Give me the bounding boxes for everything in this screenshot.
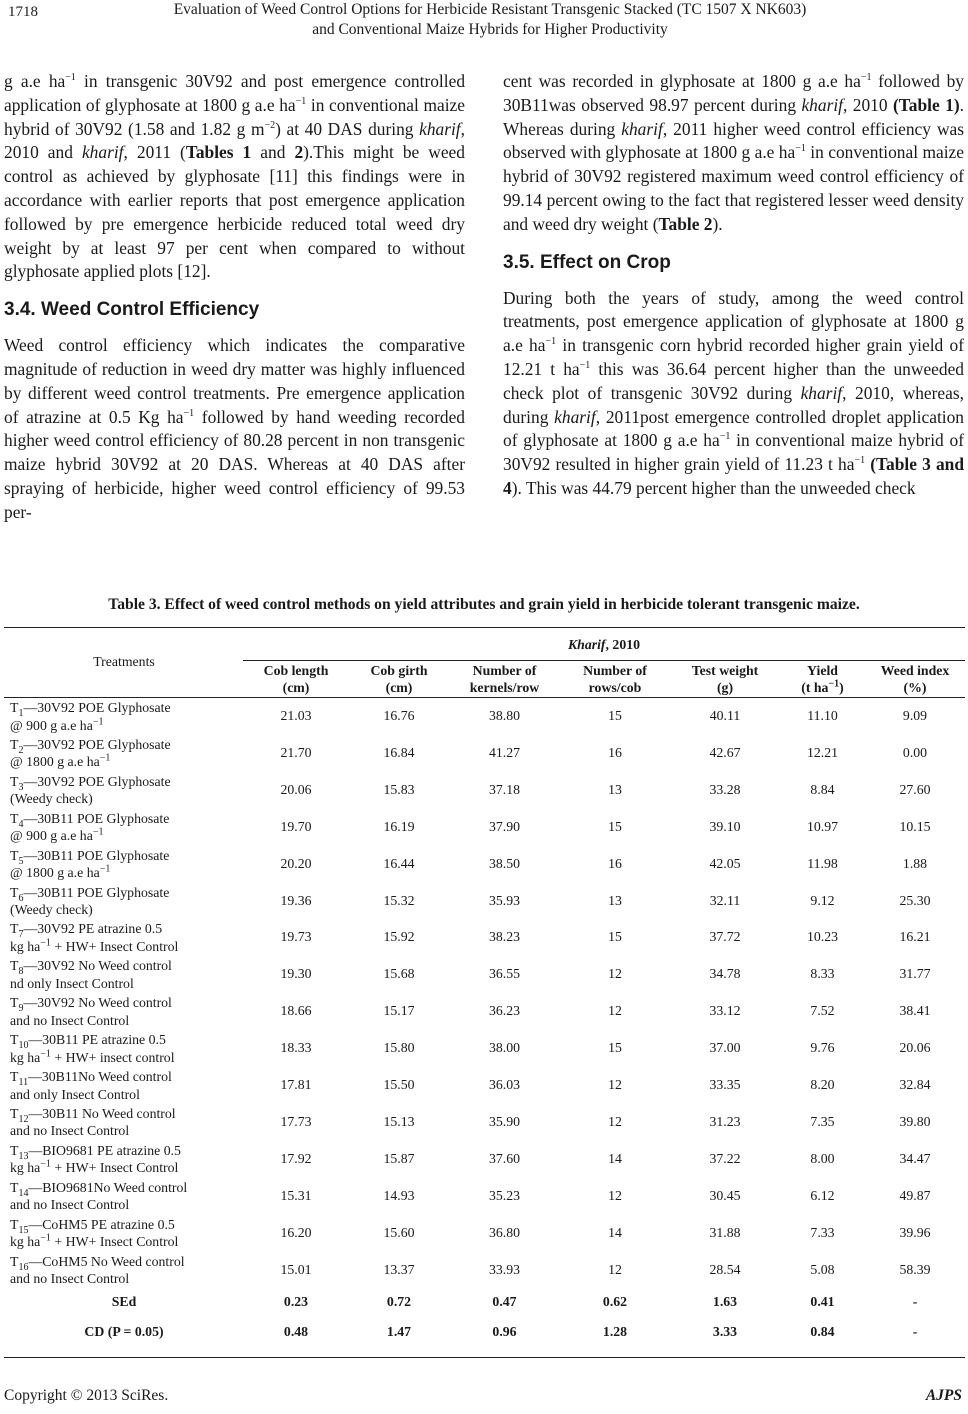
table-cell: 1.88: [902, 855, 928, 871]
table-cell: 33.93: [488, 1261, 521, 1277]
table-cell: 35.90: [488, 1113, 521, 1129]
table-cell: 14: [608, 1224, 622, 1240]
table-cell: 19.36: [280, 892, 312, 908]
table-cell: 25.30: [899, 892, 931, 908]
table-cell: 39.80: [899, 1113, 931, 1129]
table-cell: 15.60: [383, 1224, 415, 1240]
table-cell: 28.54: [709, 1261, 741, 1277]
table-cell: 36.55: [488, 966, 521, 982]
treatment-label: $T_2—30V92$ POE Glyphosate @ 1800 g a.e $ha^{-1}$: [10, 736, 171, 770]
treatment-label: $T_6—30B11$ POE Glyphosate (Weedy check): [10, 884, 170, 917]
table-cell: 12: [608, 1261, 622, 1277]
table-cell: 34.47: [899, 1150, 931, 1166]
treatments-header: Treatments: [93, 654, 155, 669]
table-cell: 17.81: [280, 1077, 312, 1092]
table-cell: 15.13: [383, 1113, 415, 1129]
table-cell: 35.23: [488, 1187, 521, 1203]
table-cell: 38.23: [488, 929, 521, 945]
table-cell: 17.73: [280, 1113, 312, 1129]
table-cell: 12: [608, 1003, 622, 1019]
treatment-label: $T_7—30V92$ PE atrazine 0.5 kg $ha^{-1} + HW+ Insect$ Control: [10, 921, 179, 954]
table-cell: 15.68: [383, 966, 415, 982]
table-header-rule: [4, 697, 965, 698]
table-cell: 12.21: [806, 744, 839, 760]
table-cell: 15: [608, 929, 622, 945]
table-cell: 15.87: [383, 1150, 415, 1166]
running-header-line-1: Evaluation of Weed Control Options for Herbicide Resistant Transgenic Stacked (TC 1507 X NK603): [173, 1, 807, 18]
left-paragraph-2: Weed control efficiency which indicates the comparative magnitude of reduction in weed dry matter was highly influenced by different weed control treatments. Pre emergence application of atrazine at 0.5 Kg $ha^{-1}$ followed by hand weeding recorded higher weed control efficiency of 80.28 percent in non transgenic maize hybrid 30V92 at 20 DAS. Whereas at 40 DAS after spraying of herbicide, higher weed control efficiency of 99.53 per-: [4, 335, 465, 522]
table-cell: 42.05: [709, 855, 741, 871]
table-cell: 15.92: [383, 929, 415, 945]
column-header-1: Cob length (cm): [263, 663, 329, 695]
column-header-5: Test weight (g): [691, 663, 759, 695]
table-cell: 42.67: [709, 744, 741, 760]
table-cell: 36.80: [488, 1224, 521, 1240]
table-cell: 37.72: [709, 929, 741, 945]
summary-cell: 0.48: [283, 1324, 309, 1340]
table-cell: 38.50: [488, 855, 521, 871]
table-cell: 35.93: [488, 892, 521, 908]
table-cell: 20.06: [280, 781, 312, 797]
table-cell: 16: [608, 855, 622, 871]
table-cell: 40.11: [709, 708, 741, 723]
table-cell: 10.15: [899, 818, 931, 834]
table-cell: 16.44: [383, 855, 415, 871]
table-cell: 0.00: [902, 744, 928, 760]
summary-cell: 0.96: [492, 1324, 517, 1340]
right-paragraph-1: cent was recorded in glyphosate at 1800 g a.e $ha^{-1}$ followed by 30B11was observed 98.97 percent during kharif, 2010 (Table 1). Whereas during kharif, 2011 higher weed control efficiency was observed with glyphosate at 1800 g a.e $ha^{-1}$ in conventional maize hybrid of 30V92 registered maximum weed control efficiency of 99.14 percent owing to the fact that registered lesser weed density and weed dry weight (Table 2).: [503, 71, 965, 234]
table-cell: 31.88: [709, 1224, 741, 1240]
table-cell: 17.92: [280, 1150, 312, 1166]
footer-copyright: Copyright © 2013 SciRes.: [4, 1387, 169, 1404]
table-cell: 27.60: [899, 781, 931, 797]
group-header: Kharif, 2010: [567, 637, 641, 652]
summary-cell: 0.84: [810, 1324, 835, 1340]
table-cell: 13: [608, 781, 622, 797]
table-cell: 14: [608, 1150, 622, 1166]
table-cell: 15.32: [383, 892, 415, 908]
table-cell: 20.20: [280, 855, 312, 871]
table-top-rule: [4, 627, 965, 628]
treatment-label: $T_8—30V92$ No Weed control nd only Insect Control: [10, 958, 172, 991]
table-cell: 38.80: [488, 708, 521, 723]
table-cell: 21.03: [280, 708, 312, 723]
table-cell: 41.27: [488, 744, 521, 760]
treatment-label: $T_{11}—30B11No$ Weed control and only Insect Control: [10, 1069, 172, 1102]
table-cell: 9.09: [902, 708, 928, 723]
table-cell: 15: [608, 818, 622, 834]
table-cell: 37.00: [709, 1040, 741, 1056]
table-cell: 5.08: [810, 1261, 835, 1277]
summary-cell: -: [912, 1324, 918, 1340]
table-cell: 7.33: [810, 1224, 835, 1240]
table-cell: 15.50: [383, 1077, 415, 1092]
column-header-6: Yield (t $ha^{-1}$): [801, 663, 844, 695]
treatment-label: $T_{16}—CoHM5$ No Weed control and no Insect Control: [10, 1253, 185, 1286]
treatment-label: $T_{13}—BIO9681$ PE atrazine 0.5 kg $ha^{-1} + HW+ Insect$ Control: [10, 1142, 181, 1176]
treatment-label: $T_4—30B11$ POE Glyphosate @ 900 g a.e $ha^{-1}$: [10, 810, 170, 844]
table-cell: 31.77: [899, 966, 931, 982]
table-cell: 7.52: [810, 1003, 835, 1019]
table-cell: 11.10: [807, 708, 838, 723]
table-cell: 14.93: [383, 1187, 415, 1203]
treatment-label: $T_{14}—BIO9681No$ Weed control and no Insect Control: [10, 1179, 188, 1213]
table-cell: 39.10: [709, 818, 741, 834]
table-cell: 18.33: [280, 1040, 312, 1056]
table-bottom-rule: [4, 1357, 965, 1358]
table-cell: 12: [608, 1077, 622, 1092]
table-cell: 15.83: [383, 781, 415, 797]
table-cell: 33.28: [709, 781, 741, 797]
table-cell: 37.90: [488, 818, 521, 834]
table-cell: 32.84: [899, 1077, 931, 1092]
treatment-label: $T_3—30V92$ POE Glyphosate (Weedy check): [10, 773, 171, 807]
page-number: 1718: [8, 4, 38, 20]
left-paragraph-1: g a.e $ha^{-1}$ in transgenic 30V92 and post emergence controlled application of glyphosate at 1800 g a.e $ha^{-1}$ in conventional maize hybrid of 30V92 (1.58 and 1.82 g $m^{-2}$) at 40 DAS during kharif, 2010 and kharif, 2011 (Tables 1 and 2).This might be weed control as achieved by glyphosate [11] this findings were in accordance with earlier reports that post emergence application followed by pre emergence herbicide reduced total weed dry weight by at least 97 per cent when compared to without glyphosate applied plots [12].: [4, 71, 466, 282]
table-cell: 15: [608, 708, 622, 723]
treatment-label: $T_1—30V92$ POE Glyphosate @ 900 g a.e $ha^{-1}$: [10, 700, 171, 733]
summary-cell: 0.41: [810, 1294, 835, 1310]
table-cell: 37.60: [488, 1150, 521, 1166]
table-cell: 9.76: [810, 1040, 835, 1056]
table-cell: 8.20: [810, 1077, 835, 1092]
table-cell: 8.33: [810, 966, 835, 982]
table-cell: 16.84: [383, 744, 415, 760]
treatment-label: $T_{10}—30B11$ PE atrazine 0.5 kg $ha^{-1} + HW+ insect$ control: [10, 1032, 175, 1065]
treatment-label: $T_{12}—30B11$ No Weed control and no Insect Control: [10, 1105, 176, 1139]
treatment-label: $T_9—30V92$ No Weed control and no Insect Control: [10, 995, 172, 1028]
table-cell: 37.22: [709, 1150, 741, 1166]
table-cell: 33.12: [709, 1003, 741, 1019]
summary-cell: 0.47: [492, 1294, 517, 1310]
table-cell: 19.73: [280, 929, 312, 945]
table-group-rule: [243, 660, 965, 661]
table-cell: 10.97: [806, 818, 839, 834]
table-cell: 16.76: [383, 708, 415, 723]
table-cell: 12: [608, 1113, 622, 1129]
right-paragraph-2: During both the years of study, among the weed control treatments, post emergence application of glyphosate at 1800 g a.e $ha^{-1}$ in transgenic corn hybrid recorded higher grain yield of 12.21 t $ha^{-1}$ this was 36.64 percent higher than the unweeded check plot of transgenic 30V92 during kharif, 2010, whereas, during kharif, 2011post emergence controlled droplet application of glyphosate at 1800 g a.e $ha^{-1}$ in conventional maize hybrid of 30V92 resulted in higher grain yield of 11.23 t $ha^{-1}$ (Table 3 and 4). This was 44.79 percent higher than the unweeded check: [503, 287, 965, 498]
table-cell: 32.11: [709, 892, 741, 908]
summary-cell: 0.62: [602, 1294, 628, 1310]
table-cell: 16.21: [899, 929, 931, 945]
running-header: [90, 0, 890, 40]
column-header-7: Weed index (%): [880, 663, 950, 695]
summary-cell: 1.28: [602, 1324, 628, 1340]
table-cell: 8.00: [810, 1150, 835, 1166]
summary-cell: 0.23: [283, 1294, 309, 1310]
table-cell: 37.18: [488, 781, 521, 797]
column-header-3: Number of kernels/row: [469, 663, 540, 695]
treatment-label: $T_5—30B11$ POE Glyphosate @ 1800 g a.e $ha^{-1}$: [10, 847, 170, 881]
table-cell: 21.70: [280, 744, 312, 760]
table-cell: 9.12: [810, 892, 835, 908]
table-cell: 34.78: [709, 966, 741, 982]
table-cell: 11.98: [807, 855, 838, 871]
table-cell: 31.23: [709, 1113, 741, 1129]
section-heading-3-4: 3.4. Weed Control Efficiency: [4, 299, 260, 321]
running-header-line-2: and Conventional Maize Hybrids for Higher Productivity: [312, 21, 668, 38]
table-cell: 13: [608, 892, 622, 908]
summary-label: CD (P = 0.05): [84, 1324, 164, 1340]
table-cell: 10.23: [806, 929, 839, 945]
table-cell: 38.41: [899, 1003, 931, 1019]
table-cell: 38.00: [488, 1040, 521, 1056]
table-cell: 36.23: [488, 1003, 521, 1019]
table-cell: 30.45: [709, 1187, 741, 1203]
treatment-label: $T_{15}—CoHM5$ PE atrazine 0.5 kg $ha^{-1} + HW+ Insect$ Control: [10, 1216, 179, 1250]
table-cell: 15.17: [383, 1003, 415, 1019]
table-cell: 19.70: [280, 818, 312, 834]
table-cell: 58.39: [899, 1261, 931, 1277]
table-cell: 16.20: [280, 1224, 312, 1240]
table-cell: 15.80: [383, 1040, 415, 1056]
table-cell: 19.30: [280, 966, 312, 982]
summary-cell: 1.47: [386, 1324, 412, 1340]
right-column: [503, 70, 964, 501]
left-column: [4, 70, 465, 525]
table-cell: 13.37: [383, 1261, 415, 1277]
table-cell: 6.12: [810, 1187, 835, 1203]
table-cell: 12: [608, 1187, 622, 1203]
summary-cell: 0.72: [386, 1294, 412, 1310]
summary-cell: 3.33: [712, 1324, 738, 1340]
summary-cell: -: [912, 1294, 918, 1310]
table-cell: 49.87: [899, 1187, 931, 1203]
table-cell: 16.19: [383, 818, 415, 834]
table-caption: Table 3. Effect of weed control methods on yield attributes and grain yield in herbicide tolerant transgenic maize.: [108, 596, 860, 613]
table-cell: 15.01: [280, 1261, 312, 1277]
table-cell: 36.03: [488, 1077, 521, 1092]
column-header-2: Cob girth (cm): [370, 663, 428, 695]
table-cell: 8.84: [810, 781, 835, 797]
table-cell: 16: [608, 744, 622, 760]
column-header-4: Number of rows/cob: [583, 663, 647, 695]
table-cell: 15: [608, 1040, 622, 1056]
table-cell: 12: [608, 966, 622, 982]
table-cell: 33.35: [709, 1077, 741, 1092]
table-cell: 20.06: [899, 1040, 931, 1056]
summary-cell: 1.63: [712, 1294, 738, 1310]
table-cell: 15.31: [280, 1187, 312, 1203]
section-heading-3-5: 3.5. Effect on Crop: [503, 251, 671, 273]
footer-journal: AJPS: [925, 1387, 962, 1404]
table-cell: 7.35: [810, 1113, 835, 1129]
table-cell: 18.66: [280, 1003, 312, 1019]
summary-label: SEd: [111, 1294, 137, 1310]
table-cell: 39.96: [899, 1224, 931, 1240]
